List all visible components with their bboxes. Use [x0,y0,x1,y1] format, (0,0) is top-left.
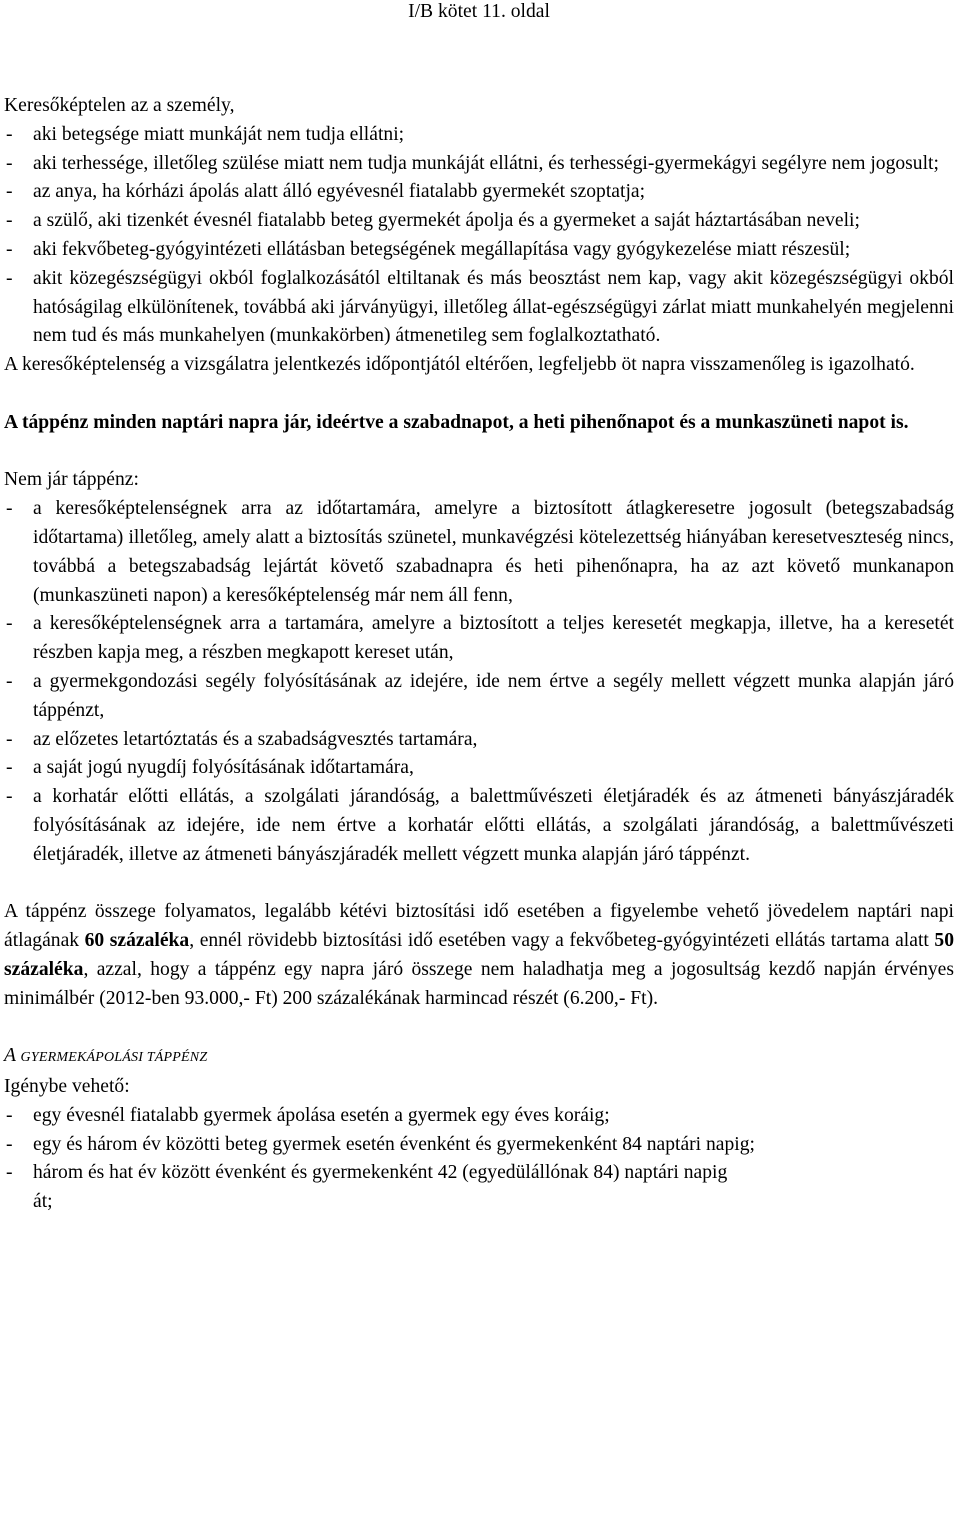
title-initial: A [4,1045,16,1067]
list-item: - a saját jogú nyugdíj folyósításának időtartamára, [4,754,954,783]
available-label: Igénybe vehető: [4,1076,130,1098]
amount-text-3: , azzal, hogy a táppénz egy napra járó összege nem haladhatja meg a jogosultság kezdő napján érvényes minimálbér (2012-ben 93.000,- Ft) 200 százalékának harmincad részét (6.200,- Ft). [4,958,954,1009]
list-item: - aki terhessége, illetőleg szülése miatt nem tudja munkáját ellátni, és terhességi-gyermekágyi segélyre nem jogosult; [4,150,954,179]
list-item: - akit közegészségügyi okból foglalkozásától eltiltanak és más beosztást nem kap, vagy akit közegészségügyi okból hatóságilag elkülönítenek, továbbá aki járványügyi, illetőleg állat-egészségügyi zárlat miatt munkahelyén megjelenni nem tud és más munkahelyen (munkakörben) átmenetileg sem foglalkoztatható. [4,265,954,351]
item-tail: át; [33,1191,53,1213]
incapacity-closing: A keresőképtelenség a vizsgálatra jelentkezés időpontjától eltérően, legfeljebb öt napra visszamenőleg is igazolható. [4,354,915,376]
page-header: I/B kötet 11. oldal [408,1,550,22]
amount-paragraph [4,898,954,1013]
child-care-list [4,1102,954,1217]
title-rest: GYERMEKÁPOLÁSI TÁPPÉNZ [20,1050,208,1066]
list-item: - az anya, ha kórházi ápolás alatt álló egyévesnél fiatalabb gyermekét szoptatja; [4,178,954,207]
list-item: - aki fekvőbeteg-gyógyintézeti ellátásban betegségének megállapítása vagy gyógykezelése miatt részesül; [4,236,954,265]
incapacity-intro: Keresőképtelen az a személy, [4,95,235,116]
list-item: - egy és három év közötti beteg gyermek esetén évenként és gyermekenként 84 naptári napig; [4,1131,954,1160]
list-item: - egy évesnél fiatalabb gyermek ápolása esetén a gyermek egy éves koráig; [4,1102,954,1131]
amount-bold-60: 60 százaléka [84,930,190,952]
bold-statement: A táppénz minden naptári napra jár, ideértve a szabadnapot, a heti pihenőnapot és a munkaszüneti napot is. [4,411,909,433]
amount-bold-50: 50 százaléka [4,930,954,980]
not-due-list [4,495,954,869]
list-item: - a gyermekgondozási segély folyósításának az idejére, ide nem értve a segély mellett végzett munka alapján járó táppénzt, [4,668,954,726]
not-due-heading: Nem jár táppénz: [4,469,139,491]
list-item: - a keresőképtelenségnek arra a tartamára, amelyre a biztosított a teljes keresetét megkapja, illetve, ha a keresetét részben kapja meg, a részben megkapott kereset után, [4,610,954,668]
list-item: - az előzetes letartóztatás és a szabadságvesztés tartamára, [4,726,954,755]
list-item: - a keresőképtelenségnek arra az időtartamára, amelyre a biztosított átlagkeresetre jogosult (betegszabadság időtartama) illetőleg, amely alatt a biztosítás szünetel, munkavégzési kötelezettség hiányában keresetveszteség nincs, továbbá a betegszabadság lejártát követő szabadnapra és heti pihenőnapra, ha az azt követő munkanapon (munkaszüneti napon) a keresőképtelenség már nem áll fenn, [4,495,954,610]
item-text: három és hat év között évenként és gyermekenként 42 (egyedülállónak 84) naptári napig [33,1162,728,1184]
list-item: - a korhatár előtti ellátás, a szolgálati járandóság, a balettművészeti életjáradék és az átmeneti bányászjáradék folyósításának az idejére, ide nem értve a korhatár előtti ellátás, a szolgálati járandóság, a balettművészeti életjáradék, illetve az átmeneti bányászjáradék mellett végzett munka alapján járó táppénzt. [4,783,954,869]
incapacity-list [4,121,954,351]
amount-text-1: A táppénz összege folyamatos, legalább kétévi biztosítási idő esetében a figyelembe vehető jövedelem naptári napi átlagának [4,901,954,952]
list-item: - aki betegsége miatt munkáját nem tudja ellátni; [4,121,954,150]
child-care-title [4,1042,954,1073]
list-item [4,1159,954,1217]
amount-text-2: , ennél rövidebb biztosítási idő esetében vagy a fekvőbeteg-gyógyintézeti ellátás tartama alatt [189,930,935,952]
list-item: - a szülő, aki tizenkét évesnél fiatalabb beteg gyermekét ápolja és a gyermeket a saját háztartásában neveli; [4,207,954,236]
